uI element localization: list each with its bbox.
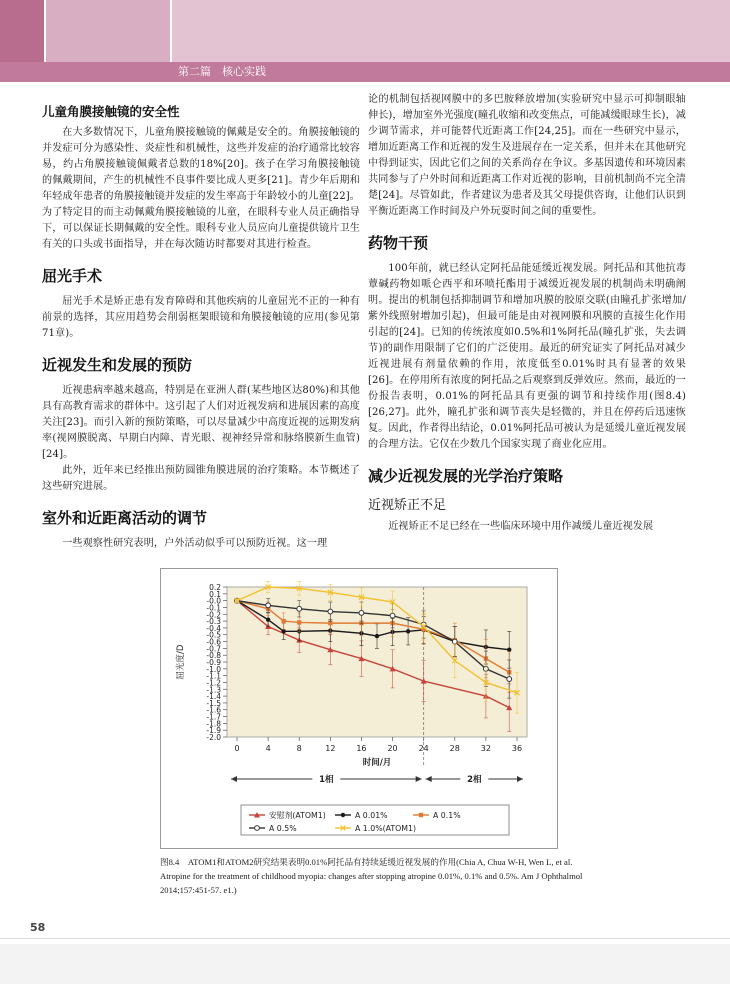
header-block-left: [0, 0, 44, 62]
data-point: [328, 621, 332, 625]
legend-label: A 0.1%: [433, 811, 461, 820]
x-tick-label: 0: [234, 744, 240, 753]
legend-marker: [255, 826, 260, 831]
heading-optical-strategies: 减少近视发展的光学治疗策略: [368, 467, 564, 485]
section-label: 第二篇 核心实践: [178, 65, 266, 78]
left-column: [42, 92, 360, 552]
legend-label: A 0.01%: [355, 811, 388, 820]
data-point: [375, 634, 379, 638]
x-tick-label: 4: [265, 744, 271, 753]
header-block-middle: [46, 0, 170, 62]
phase1-arrowhead-right: [416, 776, 422, 782]
footer-divider: [0, 938, 730, 939]
data-point: [507, 648, 511, 652]
x-tick-label: 16: [356, 744, 367, 753]
phase1-arrowhead-left: [231, 776, 237, 782]
paragraph: 近视矫正不足已经在一些临床环境中用作减缓儿童近视发展: [388, 521, 654, 532]
legend-label: 安慰剂(ATOM1): [269, 811, 326, 820]
y-tick-label: -1.5: [206, 698, 221, 708]
heading-myopia-prevention: 近视发生和发展的预防: [42, 356, 193, 374]
heading-contact-lens-safety: 儿童角膜接触镜的安全性: [42, 104, 180, 119]
paragraph: 一些观察性研究表明，户外活动似乎可以预防近视。这一理: [62, 538, 328, 549]
heading-drug-intervention: 药物干预: [368, 234, 429, 252]
data-point: [328, 609, 333, 614]
data-point: [266, 603, 271, 608]
data-point: [281, 619, 285, 623]
y-tick-label: -1.3: [206, 685, 221, 695]
header-stripe: [0, 62, 730, 82]
footer-band: [0, 944, 730, 984]
y-tick-label: -0.0: [206, 596, 221, 606]
y-tick-label: -0.9: [206, 658, 221, 667]
atropine-chart: [161, 569, 557, 848]
y-tick-label: -1.2: [206, 678, 221, 688]
y-tick-label: -1.1: [206, 671, 221, 681]
x-tick-label: 36: [511, 744, 523, 753]
x-tick-label: 12: [325, 744, 336, 753]
data-point: [266, 618, 270, 622]
y-tick-label: -1.8: [206, 719, 221, 729]
heading-refractive-surgery: 屈光手术: [42, 267, 103, 285]
y-tick-label: -0.8: [206, 651, 221, 661]
y-tick-label: -1.7: [206, 712, 221, 722]
x-tick-label: 24: [418, 744, 429, 753]
data-point: [297, 606, 302, 611]
paragraph: 近视患病率越来越高，特别是在亚洲人群(某些地区达80%)和其他具有高教育需求的群体中。这引起了人们对近视发病和进展因素的高度关注[23]。而引入新的预防策略，可以尽量减少中高度近视的远期发病率(视网膜脱离、早期白内障、青光眼、视神经异常和脉络膜新生血管)[24]。: [42, 385, 360, 460]
y-tick-label: -0.6: [206, 637, 221, 647]
figure-caption: 图8.4 ATOM1和ATOM2研究结果表明0.01%阿托品有持续延缓近视发展的作用(Chia A, Chua W-H, Wen L, et al. Atropine for the treatment of childhood myopia: changes after stopping atropine 0.01%, 0.1% and 0.5%. Am J Ophthalmol 2014;157:451-57. e1.): [160, 857, 583, 895]
data-point: [359, 611, 364, 616]
right-column: [368, 92, 686, 535]
phase2-label: 2相: [467, 775, 482, 785]
y-tick-label: -1.4: [206, 692, 221, 702]
heading-outdoor-activity: 室外和近距离活动的调节: [42, 509, 208, 527]
legend-label: A 0.5%: [269, 824, 297, 833]
phase1-label: 1相: [319, 775, 334, 785]
x-tick-label: 32: [480, 744, 491, 753]
x-tick-label: 28: [449, 744, 460, 753]
data-point: [297, 620, 301, 624]
y-tick-label: -0.5: [206, 630, 221, 640]
y-tick-label: -1.6: [206, 705, 221, 715]
data-point: [406, 629, 410, 633]
y-tick-label: -1.9: [206, 726, 221, 736]
y-tick-label: -0.1: [206, 603, 221, 613]
y-axis-title: 屈光度/D: [176, 644, 186, 680]
paragraph: 屈光手术是矫正患有发育障碍和其他疾病的儿童屈光不正的一种有前景的选择，其应用趋势会削弱框架眼镜和角膜接触镜的应用(参见第71章)。: [42, 296, 360, 339]
paragraph: 在大多数情况下，儿童角膜接触镜的佩戴是安全的。角膜接触镜的并发症可分为感染性、炎症性和机械性，这些并发症的治疗通常比较容易，约占角膜接触镜佩戴者总数的18%[20]。孩子在学习角膜接触镜的佩戴期间，产生的机械性不良事件要比成人更多[21]。青少年后期和年轻成年患者的角膜接触镜并发症的发生率高于年龄较小的儿童[22]。为了特定目的而主动佩戴角膜接触镜的儿童，在眼科专业人员正确指导下，可以保证长期佩戴的安全性。眼科专业人员应向儿童提供镜片卫生有关的口头或书面指导，并在每次随访时都要对其进行检查。: [42, 127, 360, 250]
x-tick-label: 20: [387, 744, 398, 753]
phase2-arrowhead-left: [426, 776, 432, 782]
data-point: [452, 639, 457, 644]
y-tick-label: -2.0: [206, 733, 221, 742]
y-tick-label: -0.4: [206, 623, 221, 633]
page-number: 58: [30, 921, 46, 934]
figure-frame: [160, 568, 558, 849]
legend-label: A 1.0%(ATOM1): [355, 824, 417, 833]
y-tick-label: -0.2: [206, 610, 221, 620]
legend-marker: [419, 813, 423, 817]
y-tick-label: 0.2: [209, 583, 221, 592]
y-tick-label: -0.7: [206, 644, 221, 654]
x-axis-title: 时间/月: [362, 758, 392, 768]
plot-area: [227, 587, 527, 737]
y-tick-label: 0.1: [209, 589, 221, 599]
heading-undercorrection: 近视矫正不足: [368, 498, 447, 513]
data-point: [281, 629, 285, 633]
x-tick-label: 8: [296, 744, 302, 753]
legend-marker: [341, 813, 345, 817]
y-tick-label: -0.3: [206, 617, 221, 627]
phase2-arrowhead-right: [517, 776, 523, 782]
header-block-right: [172, 0, 730, 62]
paragraph: 论的机制包括视网膜中的多巴胺释放增加(实验研究中显示可抑制眼轴伸长)，增加室外光强度(瞳孔收缩和改变焦点，可能减缓眼球生长)，减少调节需求，并可能替代近距离工作[24,25]。而在一些研究中显示，增加近距离工作和近视的发生及进展存在一定关系，但并未在其他研究中得到证实，因此它们之间的关系尚存在争议。多基因遗传和环境因素共同参与了户外时间和近距离工作对近视的影响，目前机制尚不完全清楚[24]。尽管如此，作者建议为患者及其父母提供咨询，让他们认识到平衡近距离工作时间及户外玩耍时间之间的重要性。: [368, 94, 686, 217]
paragraph: 此外，近年来已经推出预防圆锥角膜进展的治疗策略。本节概述了这些研究进展。: [42, 465, 360, 492]
y-tick-label: -1.0: [206, 664, 221, 674]
paragraph: 100年前，就已经认定阿托品能延缓近视发展。阿托品和其他抗毒蕈碱药物如哌仑西平和环喷托酯用于减缓近视发展的机制尚未明确阐明。提出的机制包括抑制调节和增加巩膜的胶原交联(由瞳孔扩张增加/紫外线照射增加引起)，但最可能是由对视网膜和巩膜的直接生化作用引起的[24]。已知的传统浓度如0.5%和1%阿托品(瞳孔扩张，失去调节)的副作用限制了它们的广泛使用。最近的研究证实了阿托品对减少近视进展有剂量依赖的作用，浓度低至0.01%时具有显著的效果[26]。在停用所有浓度的阿托品之后观察到反弹效应。然而，最近的一份报告表明，0.01%的阿托品具有更强的调节和持续作用(图8.4)[26,27]。此外，瞳孔扩张和调节丧失是轻微的，并且在停药后迅速恢复。因此，作者得出结论，0.01%阿托品可被认为是延缓儿童近视发展的合理方法。它仅在少数几个国家实现了商业化应用。: [368, 263, 686, 450]
data-point: [390, 613, 395, 618]
data-point: [507, 677, 512, 682]
